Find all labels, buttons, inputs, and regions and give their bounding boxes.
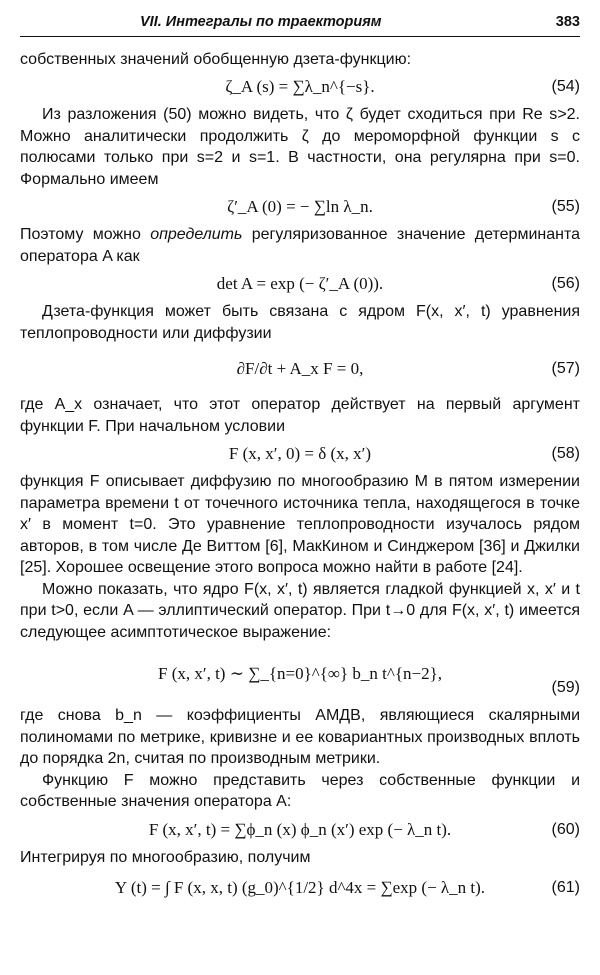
- paragraph-6: функция F описывает диффузию по многообразию M в пятом измерении параметра времени t от точечного источника тепла, находящегося в точке x′ в момент t=0. Это уравнение теплопроводности изучалось рядом авторов, в том числе Де Виттом [6], МакКином и Синджером [36] и Джилки [25]. Хорошее освещение этого вопроса можно найти в работе [24].: [20, 473, 580, 576]
- equation-54-body: ζ_A (s) = ∑λ_n^{−s}.: [225, 77, 375, 96]
- equation-56-number: (56): [551, 275, 580, 292]
- paragraph-1: собственных значений обобщенную дзета-функцию:: [20, 50, 412, 68]
- paragraph-3-end: регуляризованное значение детерминанта оператора A как: [20, 226, 580, 265]
- equation-60-number: (60): [551, 820, 580, 838]
- chapter-title: VII. Интегралы по траекториям: [140, 14, 382, 30]
- equation-59: [20, 648, 580, 700]
- equation-60-body: F (x, x′, t) = ∑ϕ_n (x) ϕ_n (x′) exp (− λ_n t).: [148, 819, 452, 839]
- running-header: [20, 12, 580, 37]
- paragraph-2: Из разложения (50) можно видеть, что ζ будет сходиться при Re s>2. Можно аналитически продолжить ζ до мероморфной функции s с полюсами только при s=2 и s=1. В частности, она регулярна при s=0. Формально имеем: [20, 106, 580, 188]
- paragraph-10: Интегрируя по многообразию, получим: [20, 848, 311, 866]
- equation-57-number: (57): [551, 360, 580, 377]
- paragraph-8: где снова b_n — коэффициенты АМДВ, являющиеся скалярными полиномами по метрике, кривизне и ее ковариантных производных вплоть до порядка 2n, считая по производным метрики.: [20, 707, 580, 767]
- equation-57-body: ∂F/∂t + A_x F = 0,: [236, 359, 364, 378]
- equation-61-number: (61): [551, 879, 580, 896]
- equation-54-number: (54): [551, 78, 580, 95]
- equation-59-body: F (x, x′, t) ∼ ∑_{n=0}^{∞} b_n t^{n−2},: [157, 664, 442, 683]
- equation-58-body: F (x, x′, 0) = δ (x, x′): [228, 444, 372, 463]
- equation-59-number: (59): [551, 679, 580, 696]
- equation-55-number: (55): [551, 198, 580, 215]
- paragraph-3: [20, 224, 580, 267]
- equation-56: [20, 272, 580, 296]
- equation-61: [20, 876, 580, 900]
- page-number: 383: [555, 14, 580, 30]
- equation-54: [20, 75, 580, 99]
- equation-58-number: (58): [551, 445, 580, 462]
- paragraph-4: Дзета-функция может быть связана с ядром F(x, x′, t) уравнения теплопроводности или диффузии: [20, 303, 580, 342]
- equation-60: [20, 818, 580, 842]
- equation-61-body: Y (t) = ∫ F (x, x, t) (g_0)^{1/2} d^4x = ∑exp (− λ_n t).: [114, 878, 486, 897]
- equation-58: [20, 442, 580, 466]
- equation-55: [20, 195, 580, 219]
- equation-56-body: det A = exp (− ζ′_A (0)).: [216, 274, 384, 293]
- equation-57: [20, 349, 580, 389]
- paragraph-9: Функцию F можно представить через собственные функции и собственные значения оператора A:: [20, 771, 580, 810]
- equation-55-body: ζ′_A (0) = − ∑ln λ_n.: [227, 197, 373, 216]
- paragraph-5: где A_x означает, что этот оператор действует на первый аргумент функции F. При начальном условии: [20, 396, 580, 435]
- paragraph-7: Можно показать, что ядро F(x, x′, t) является гладкой функцией x, x′ и t при t>0, если A — эллиптический оператор. При t→0 для F(x, x′, t) имеется следующее асимптотическое выражение:: [20, 580, 580, 641]
- paragraph-3-emphasis: определить: [150, 226, 243, 243]
- paragraph-3-start: Поэтому можно: [20, 226, 151, 243]
